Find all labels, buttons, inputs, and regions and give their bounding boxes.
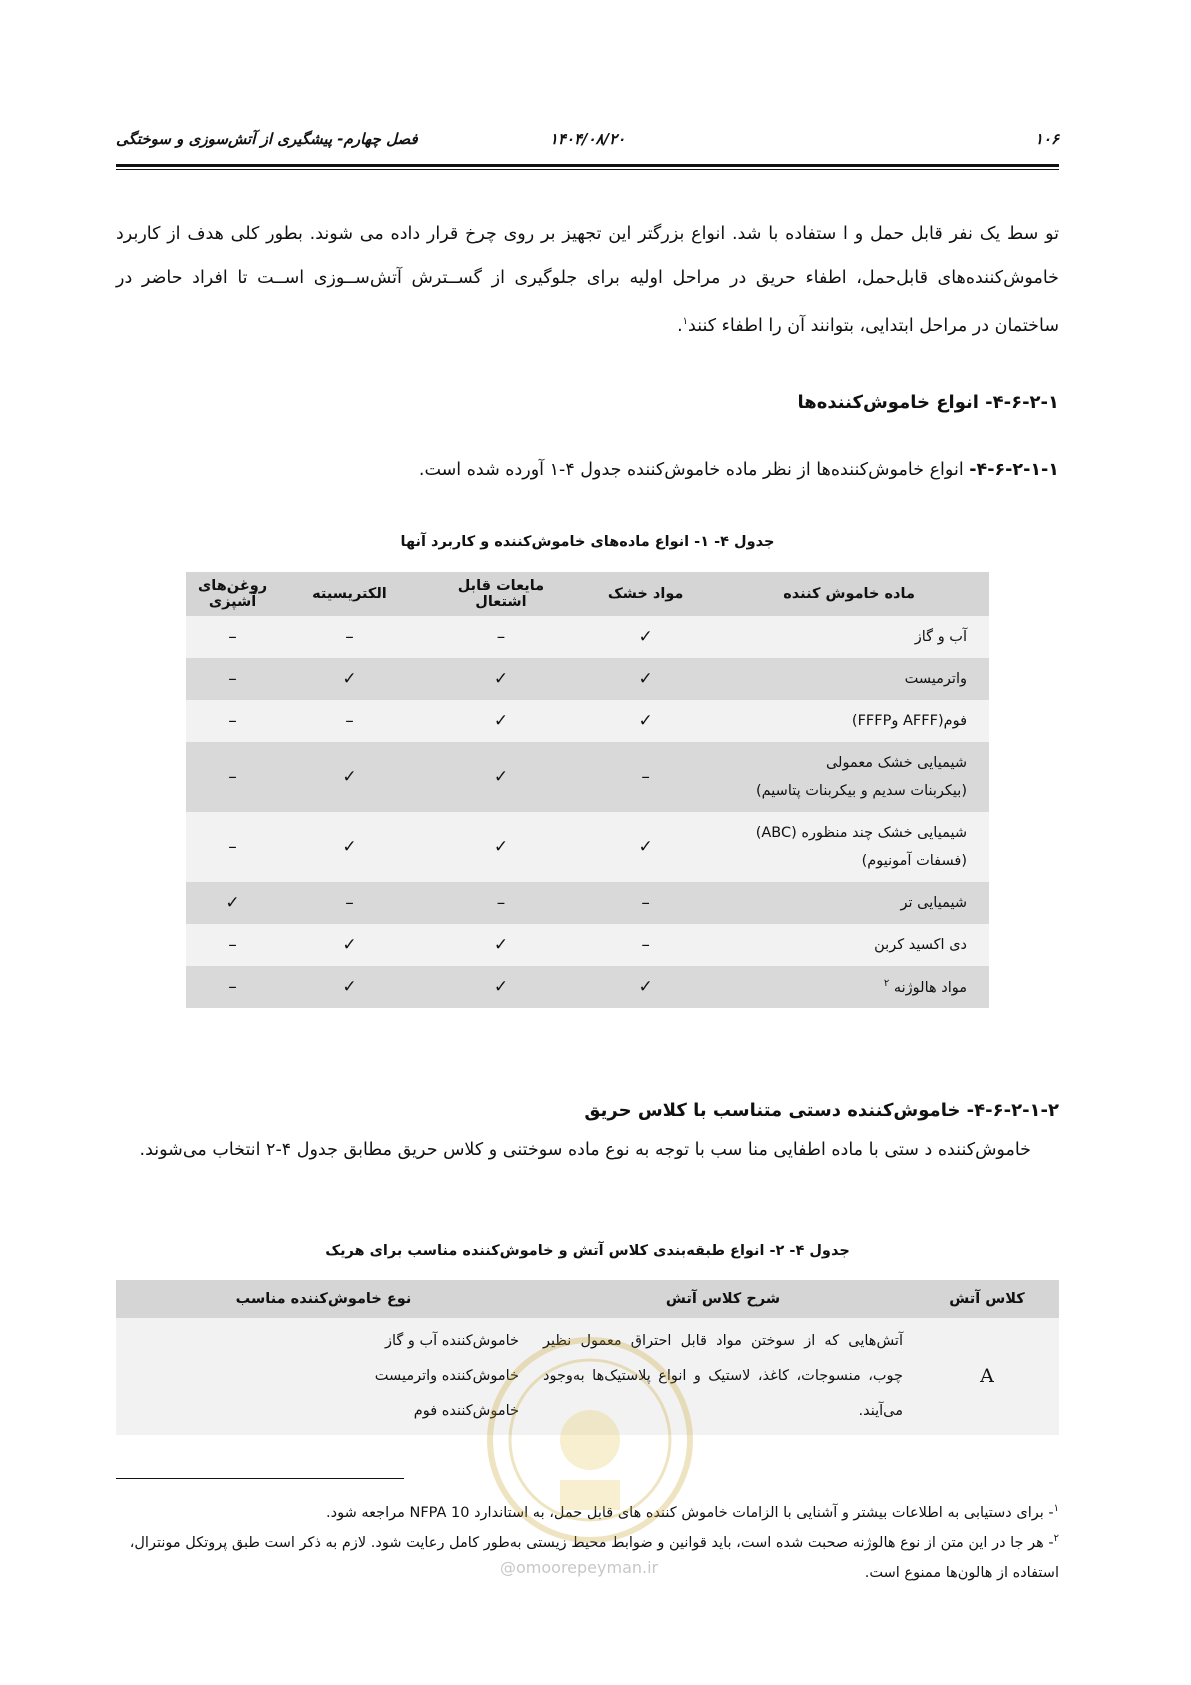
table-row — [186, 742, 989, 812]
elec-cell: ✓ — [279, 812, 420, 882]
extinguisher-item: خاموش‌کننده واترمیست — [374, 1368, 519, 1384]
fire-class-description: آتش‌هایی که از سوختن مواد قابل احتراق معمول نظیر چوب، منسوجات، کاغذ، لاستیک و انواع پلاستیک‌ها به‌وجود می‌آیند. — [531, 1318, 915, 1435]
footnote-1: $^۱$- برای دستیابی به اطلاعات بیشتر و آشنایی با الزامات خاموش کننده های قابل حمل، به استاندارد NFPA 10 مراجعه شود. — [326, 1503, 1059, 1521]
dry-cell: ✓ — [582, 812, 709, 882]
suitable-extinguishers — [116, 1318, 531, 1435]
elec-cell: ✓ — [279, 742, 420, 812]
page-number: ۱۰۶ — [1034, 130, 1059, 148]
subsection2-heading: ۴-۶-۲-۱-۲- خاموش‌کننده دستی متناسب با کلاس حریق — [584, 1100, 1059, 1121]
table2-caption: جدول ۴- ۲- انواع طبقه‌بندی کلاس آتش و خاموش‌کننده مناسب برای هریک — [325, 1243, 850, 1259]
oil-cell: – — [186, 742, 279, 812]
table-row — [186, 812, 989, 882]
table1-header-agent: ماده خاموش کننده — [709, 572, 989, 616]
elec-cell: ✓ — [279, 658, 420, 700]
dry-cell: ✓ — [582, 966, 709, 1008]
oil-cell: – — [186, 812, 279, 882]
extinguisher-item: خاموش‌کننده فوم — [413, 1403, 519, 1419]
table-row — [186, 966, 989, 1008]
oil-cell: – — [186, 658, 279, 700]
seal-base — [560, 1480, 620, 1510]
agent-name: شیمیایی تر — [709, 882, 989, 924]
subsection2-paragraph: خاموش‌کننده د ستی با ماده اطفایی منا سب با توجه به نوع ماده سوختنی و کلاس حریق مطابق جدول ۴-۲ انتخاب می‌شوند. — [139, 1140, 1031, 1160]
table1-header-elec: الکتریسیته — [279, 572, 420, 616]
table-row — [186, 658, 989, 700]
oil-cell: ✓ — [186, 882, 279, 924]
dry-cell: – — [582, 924, 709, 966]
fire-class: A — [915, 1318, 1059, 1435]
subsection1-text: انواع خاموش‌کننده‌ها از نظر ماده خاموش‌کننده جدول ۴-۱ آورده شده است. — [418, 460, 964, 480]
header-rule-thick — [116, 164, 1059, 167]
subsection1-paragraph — [419, 460, 1059, 480]
oil-cell: – — [186, 616, 279, 658]
oil-cell: – — [186, 966, 279, 1008]
oil-cell: – — [186, 700, 279, 742]
dry-cell: ✓ — [582, 616, 709, 658]
liquid-cell: ✓ — [420, 966, 582, 1008]
elec-cell: – — [279, 882, 420, 924]
liquid-cell: ✓ — [420, 812, 582, 882]
table2-header-class: کلاس آتش — [915, 1280, 1059, 1318]
elec-cell: ✓ — [279, 966, 420, 1008]
agent-name: مواد هالوژنه $^۲$ — [709, 966, 989, 1008]
extinguisher-item: خاموش‌کننده آب و گاز — [384, 1333, 519, 1349]
agent-name: دی اکسید کربن — [709, 924, 989, 966]
oil-cell: – — [186, 924, 279, 966]
section-heading: ۴-۶-۲-۱- انواع خاموش‌کننده‌ها — [797, 392, 1059, 413]
footnote-ref-1: ۱ — [682, 316, 689, 327]
table-row — [186, 924, 989, 966]
watermark-site: @omoorepeyman.ir — [500, 1558, 659, 1577]
liquid-cell: – — [420, 616, 582, 658]
table2-header-extinguisher: نوع خاموش‌کننده مناسب — [116, 1280, 531, 1318]
table1-header-liquid: مایعات قابل اشتعال — [420, 572, 582, 616]
dry-cell: – — [582, 742, 709, 812]
extinguisher-agents-table — [186, 572, 989, 1008]
table1-header-oil: روغن‌های آشپزی — [186, 572, 279, 616]
footnote-ref-2: ۲ — [883, 978, 890, 990]
elec-cell: ✓ — [279, 924, 420, 966]
agent-name: شیمیایی خشک چند منظوره (ABC) (فسفات آمونیوم) — [709, 812, 989, 882]
seal-center — [560, 1410, 620, 1470]
intro-paragraph: تو سط یک نفر قابل حمل و ا ستفاده با شد. انواع بزرگتر این تجهیز بر روی چرخ قرار داده می شوند. بطور کلی هدف از کاربرد خاموش‌کننده‌های قابل‌حمل، اطفاء حریق در مراحل اولیه برای جلوگیری از گســترش آتش‌ســوزی اســت تا افراد حاضر در ساختمان در مراحل ابتدایی، بتوانند آن را اطفاء کنند$^۱$. — [116, 224, 1059, 336]
table-row — [186, 882, 989, 924]
table2-header-description: شرح کلاس آتش — [531, 1280, 915, 1318]
header-rule-thin — [116, 169, 1059, 170]
dry-cell: – — [582, 882, 709, 924]
agent-name: آب و گاز — [709, 616, 989, 658]
table-row — [186, 700, 989, 742]
liquid-cell: ✓ — [420, 742, 582, 812]
footnote-separator — [116, 1478, 404, 1479]
table1-caption: جدول ۴- ۱- انواع ماده‌های خاموش‌کننده و کاربرد آنها — [400, 534, 775, 550]
dry-cell: ✓ — [582, 658, 709, 700]
header-date: ۱۴۰۴/۰۸/۲۰ — [549, 130, 626, 148]
elec-cell: – — [279, 616, 420, 658]
agent-name: واترمیست — [709, 658, 989, 700]
table-row — [186, 616, 989, 658]
liquid-cell: ✓ — [420, 658, 582, 700]
agent-name: شیمیایی خشک معمولی (بیکربنات سدیم و بیکربنات پتاسیم) — [709, 742, 989, 812]
liquid-cell: ✓ — [420, 924, 582, 966]
agent-name: فوم(AFFF وFFFP) — [709, 700, 989, 742]
liquid-cell: ✓ — [420, 700, 582, 742]
table1-header-dry: مواد خشک — [582, 572, 709, 616]
subsection1-number: ۴-۶-۲-۱-۱- — [969, 460, 1059, 480]
dry-cell: ✓ — [582, 700, 709, 742]
elec-cell: – — [279, 700, 420, 742]
chapter-title: فصل چهارم- پیشگیری از آتش‌سوزی و سوختگی — [116, 130, 418, 148]
page-header — [116, 130, 1059, 154]
watermark-seal-icon — [480, 1330, 700, 1550]
footnote-2: $^۲$- هر جا در این متن از نوع هالوژنه صحبت شده است، باید قوانین و ضوابط محیط زیستی به‌طور کامل رعایت شود. لازم به ذکر است طبق پروتکل مونترال، استفاده از هالون‌ها ممنوع است. — [129, 1533, 1059, 1581]
liquid-cell: – — [420, 882, 582, 924]
